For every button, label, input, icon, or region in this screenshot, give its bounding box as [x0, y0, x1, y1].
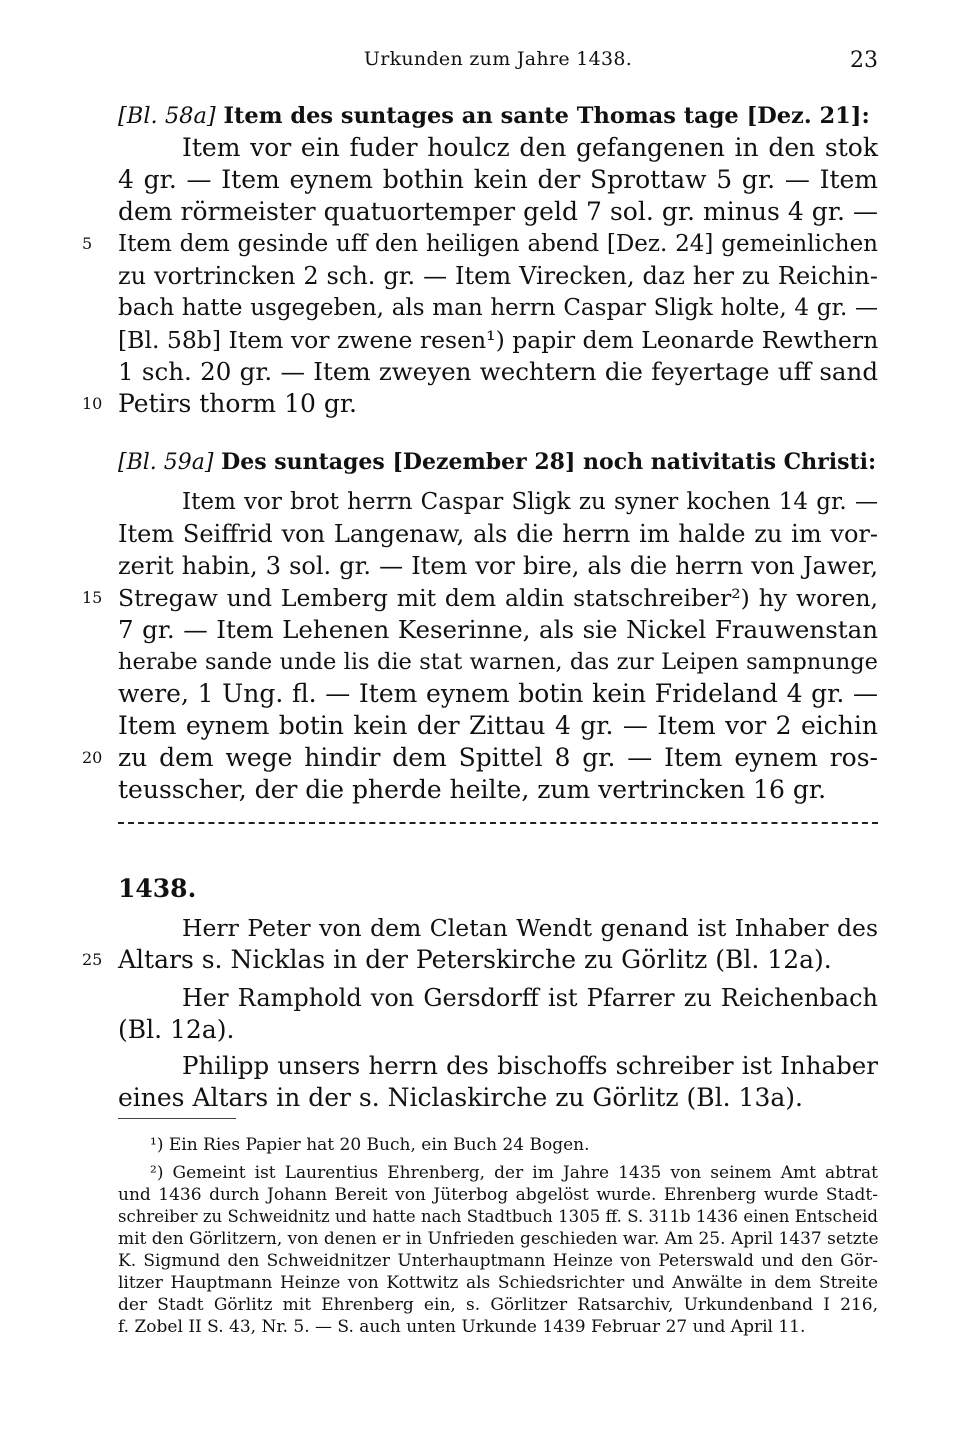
page-header	[118, 48, 878, 78]
text-line: [Bl. 58b] Item vor zwene resen¹) papir dem Leonarde Rewthern	[118, 326, 879, 354]
line-number: 20	[82, 748, 103, 767]
folio-reference: [Bl. 59a]	[118, 450, 214, 475]
line-number: 5	[82, 234, 93, 253]
text-line: zu vortrincken 2 sch. gr. — Item Virecken, daz her zu Reichin-	[118, 262, 878, 290]
page-number: 23	[850, 48, 878, 73]
footnote-2-line: und 1436 durch Johann Bereit von Jüterbog abgelöst wurde. Ehrenberg wurde Stadt-	[118, 1185, 878, 1205]
text-line: Item dem gesinde uff den heiligen abend [Dez. 24] gemeinlichen	[118, 231, 878, 257]
footnote-1: ¹) Ein Ries Papier hat 20 Buch, ein Buch 24 Bogen.	[150, 1135, 590, 1155]
text-line: Herr Peter von dem Cletan Wendt genand ist Inhaber des	[182, 914, 878, 942]
text-line: Petirs thorm 10 gr.	[118, 389, 357, 418]
footnote-2-line: der Stadt Görlitz mit Ehrenberg ein, s. Görlitzer Ratsarchiv, Urkundenband I 216,	[118, 1295, 878, 1315]
text-line: teusscher, der die pherde heilte, zum vertrincken 16 gr.	[118, 775, 827, 804]
line-number: 15	[82, 588, 103, 607]
text-line: were, 1 Ung. fl. — Item eynem botin kein Frideland 4 gr. —	[118, 679, 878, 708]
footnote-2-line: schreiber zu Schweidnitz und hatte nach Stadtbuch 1305 ff. S. 311b 1436 einen Entscheid	[118, 1207, 878, 1226]
year-heading: 1438.	[118, 874, 197, 903]
text-line: bach hatte usgegeben, als man herrn Caspar Sligk holte, 4 gr. —	[118, 295, 878, 321]
folio-reference: [Bl. 58a]	[118, 103, 216, 129]
line-number: 10	[82, 394, 103, 413]
text-line: zerit habin, 3 sol. gr. — Item vor bire, als die herrn von Jawer,	[118, 552, 878, 580]
text-line: herabe sande unde lis die stat warnen, das zur Leipen sampnunge	[118, 649, 878, 675]
text-line: Stregaw und Lemberg mit dem aldin statschreiber²) hy woren,	[118, 584, 878, 612]
section-heading-1	[118, 100, 878, 132]
text-line: 7 gr. — Item Lehenen Keserinne, als sie Nickel Frauwenstan	[118, 615, 878, 644]
text-line: zu dem wege hindir dem Spittel 8 gr. — Item eynem ros-	[118, 743, 878, 772]
footnote-rule	[118, 1118, 236, 1119]
dashed-separator	[118, 822, 878, 826]
footnote-2-line: f. Zobel II S. 43, Nr. 5. — S. auch unten Urkunde 1439 Februar 27 und April 11.	[118, 1317, 806, 1337]
section-heading-2	[118, 446, 878, 478]
text-line: Philipp unsers herrn des bischoffs schreiber ist Inhaber	[182, 1051, 878, 1080]
text-line: Her Ramphold von Gersdorff ist Pfarrer zu Reichenbach	[182, 984, 878, 1012]
running-head: Urkunden zum Jahre 1438.	[363, 48, 633, 70]
footnote-2-line: ²) Gemeint ist Laurentius Ehrenberg, der im Jahre 1435 von seinem Amt abtrat	[150, 1163, 878, 1183]
section-title: Item des suntages an sante Thomas tage [Dez. 21]:	[223, 103, 870, 129]
text-line: 1 sch. 20 gr. — Item zweyen wechtern die feyertage uff sand	[118, 357, 878, 386]
text-line: dem rörmeister quatuortemper geld 7 sol. gr. minus 4 gr. —	[118, 197, 878, 226]
footnote-2-line: litzer Hauptmann Heinze von Kottwitz als Schiedsrichter und Anwälte in dem Streite	[118, 1273, 878, 1293]
text-line: Item eynem botin kein der Zittau 4 gr. — Item vor 2 eichin	[118, 711, 878, 740]
footnote-2-line: K. Sigmund den Schweidnitzer Unterhauptmann Heinze von Peterswald und den Gör-	[118, 1251, 878, 1271]
text-line: eines Altars in der s. Niclaskirche zu Görlitz (Bl. 13a).	[118, 1083, 803, 1112]
text-line: Item Seiffrid von Langenaw, als die herrn im halde zu im vor-	[118, 520, 878, 548]
text-line: Item vor ein fuder houlcz den gefangenen in den stok	[182, 133, 878, 162]
text-line: Altars s. Nicklas in der Peterskirche zu Görlitz (Bl. 12a).	[118, 945, 832, 974]
text-line: 4 gr. — Item eynem bothin kein der Sprottaw 5 gr. — Item	[118, 165, 878, 194]
text-line: Item vor brot herrn Caspar Sligk zu syner kochen 14 gr. —	[182, 489, 878, 515]
text-line: (Bl. 12a).	[118, 1015, 235, 1044]
section-title: Des suntages [Dezember 28] noch nativitatis Christi:	[221, 449, 877, 475]
footnote-2-line: mit den Görlitzern, von denen er in Unfrieden geschieden war. Am 25. April 1437 setzte	[118, 1229, 879, 1249]
line-number: 25	[82, 950, 103, 969]
